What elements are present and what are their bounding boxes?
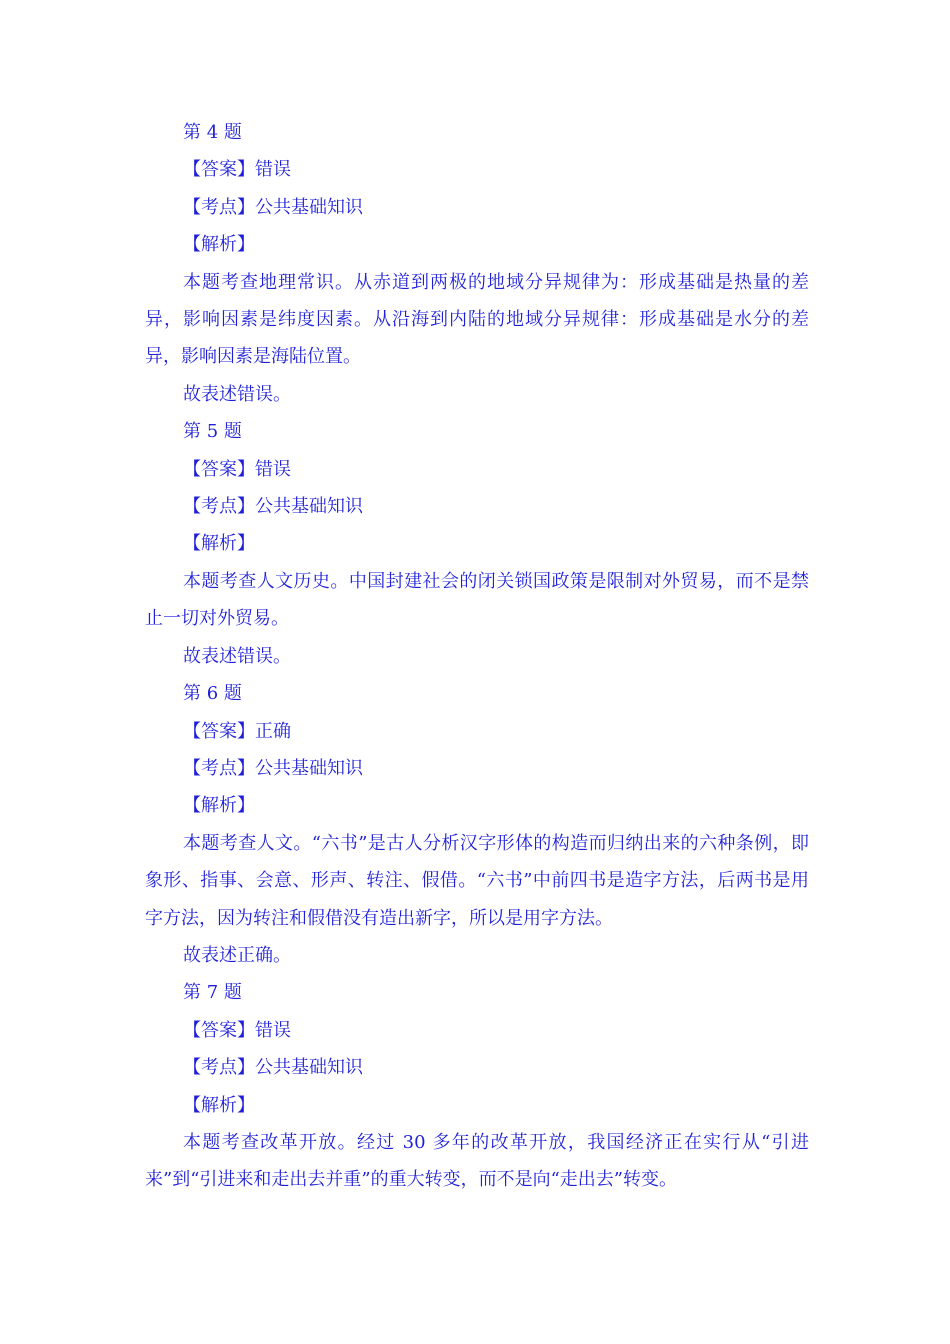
question-5 [145,413,809,675]
question-title: 第 7 题 [183,982,242,1004]
conclusion-line: 故表述错误。 [183,383,291,405]
answer-line: 【答案】错误 [183,458,291,480]
exam-point-line: 【考点】公共基础知识 [183,196,363,218]
question-6 [145,675,809,974]
analysis-text: 本题考查人文。“六书”是古人分析汉字形体的构造而归纳出来的六种条例，即象形、指事、会意、形声、转注、假借。“六书”中前四书是造字方法，后两书是用字方法，因为转注和假借没有造出新字，所以是用字方法。 [145,832,809,929]
conclusion-line: 故表述错误。 [183,645,291,667]
analysis-text: 本题考查地理常识。从赤道到两极的地域分异规律为：形成基础是热量的差异，影响因素是纬度因素。从沿海到内陆的地域分异规律：形成基础是水分的差异，影响因素是海陆位置。 [145,271,809,368]
answer-line: 【答案】错误 [183,159,291,181]
exam-point-line: 【考点】公共基础知识 [183,1057,363,1079]
analysis-label: 【解析】 [183,234,255,256]
conclusion-line: 故表述正确。 [183,944,291,966]
question-title: 第 5 题 [183,421,242,443]
analysis-text: 本题考查人文历史。中国封建社会的闭关锁国政策是限制对外贸易，而不是禁止一切对外贸易。 [145,570,809,630]
exam-point-line: 【考点】公共基础知识 [183,496,363,518]
analysis-text: 本题考查改革开放。经过 30 多年的改革开放，我国经济正在实行从“引进来”到“引进来和走出去并重”的重大转变，而不是向“走出去”转变。 [145,1131,809,1191]
question-4 [145,114,809,413]
analysis-label: 【解析】 [183,533,255,555]
answer-line: 【答案】正确 [183,720,291,742]
question-7 [145,974,809,1198]
document-body [145,114,809,1199]
question-title: 第 4 题 [183,122,242,143]
answer-line: 【答案】错误 [183,1019,291,1041]
analysis-label: 【解析】 [183,795,255,817]
exam-point-line: 【考点】公共基础知识 [183,757,363,779]
question-title: 第 6 题 [183,683,242,705]
analysis-label: 【解析】 [183,1094,255,1116]
